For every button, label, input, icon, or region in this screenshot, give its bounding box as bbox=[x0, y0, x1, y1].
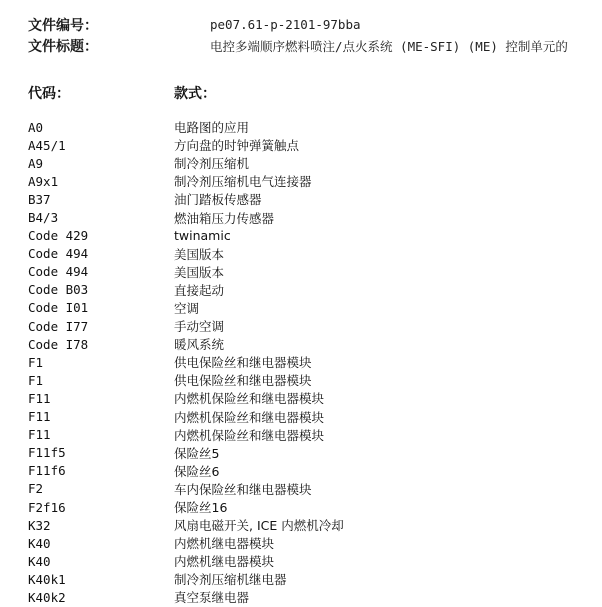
component-code: B37 bbox=[28, 191, 51, 207]
component-code: K40k2 bbox=[28, 589, 66, 605]
component-description: 直接起动 bbox=[174, 282, 225, 298]
list-item bbox=[28, 371, 602, 389]
component-description: 制冷剂压缩机 bbox=[174, 156, 250, 172]
list-item bbox=[28, 426, 602, 444]
component-description: 手动空调 bbox=[174, 319, 225, 335]
component-description: 内燃机保险丝和继电器模块 bbox=[174, 391, 325, 407]
list-item bbox=[28, 389, 602, 407]
component-description: 油门踏板传感器 bbox=[174, 192, 262, 208]
doc-number-row bbox=[28, 14, 602, 35]
list-item bbox=[28, 570, 602, 588]
component-description: 内燃机保险丝和继电器模块 bbox=[174, 409, 325, 425]
list-item bbox=[28, 480, 602, 498]
list-item bbox=[28, 136, 602, 154]
doc-number-value: pe07.61-p-2101-97bba bbox=[210, 17, 361, 32]
component-description: twinamic bbox=[174, 228, 231, 244]
component-code: Code B03 bbox=[28, 282, 89, 298]
doc-number-label: 文件编号： bbox=[28, 17, 98, 34]
component-description: 保险丝6 bbox=[174, 463, 220, 479]
component-description: 内燃机保险丝和继电器模块 bbox=[174, 427, 325, 443]
component-description: 方向盘的时钟弹簧触点 bbox=[174, 138, 300, 154]
component-code: Code I77 bbox=[28, 318, 89, 334]
component-code: F11 bbox=[28, 390, 51, 406]
component-description: 车内保险丝和继电器模块 bbox=[174, 481, 312, 497]
list-item bbox=[28, 227, 602, 245]
list-item bbox=[28, 552, 602, 570]
list-item bbox=[28, 172, 602, 190]
list-item bbox=[28, 353, 602, 371]
component-code: K32 bbox=[28, 517, 51, 533]
component-description: 保险丝5 bbox=[174, 445, 220, 461]
list-item bbox=[28, 444, 602, 462]
component-code: A9 bbox=[28, 155, 44, 171]
component-code: A0 bbox=[28, 119, 44, 135]
component-code: Code 494 bbox=[28, 246, 89, 262]
component-description: 燃油箱压力传感器 bbox=[174, 210, 275, 226]
component-description: 制冷剂压缩机电气连接器 bbox=[174, 174, 312, 190]
list-item bbox=[28, 245, 602, 263]
component-code: Code 494 bbox=[28, 264, 89, 280]
component-code: A9x1 bbox=[28, 173, 59, 189]
component-code: Code I01 bbox=[28, 300, 89, 316]
component-description: 供电保险丝和继电器模块 bbox=[174, 355, 312, 371]
list-item bbox=[28, 408, 602, 426]
list-item bbox=[28, 263, 602, 281]
list-item bbox=[28, 534, 602, 552]
component-description: 供电保险丝和继电器模块 bbox=[174, 373, 312, 389]
list-item bbox=[28, 154, 602, 172]
list-item bbox=[28, 118, 602, 136]
component-description: 美国版本 bbox=[174, 246, 225, 262]
component-code: F11 bbox=[28, 427, 51, 443]
list-item bbox=[28, 335, 602, 353]
list-item bbox=[28, 299, 602, 317]
code-column-header: 代码： bbox=[28, 86, 70, 102]
component-code: F2 bbox=[28, 481, 44, 497]
list-item bbox=[28, 317, 602, 335]
component-description: 风扇电磁开关, ICE 内燃机冷却 bbox=[174, 518, 344, 534]
component-code: F11f6 bbox=[28, 463, 66, 479]
component-description: 暖风系统 bbox=[174, 337, 225, 353]
document bbox=[28, 14, 602, 607]
list-item bbox=[28, 588, 602, 606]
component-code: K40 bbox=[28, 535, 51, 551]
component-code: Code 429 bbox=[28, 228, 89, 244]
code-list bbox=[28, 118, 602, 607]
component-code: F2f16 bbox=[28, 499, 66, 515]
list-item bbox=[28, 208, 602, 226]
component-description: 美国版本 bbox=[174, 264, 225, 280]
component-code: A45/1 bbox=[28, 137, 66, 153]
list-item bbox=[28, 462, 602, 480]
component-description: 内燃机继电器模块 bbox=[174, 536, 275, 552]
component-code: F1 bbox=[28, 354, 44, 370]
list-item bbox=[28, 190, 602, 208]
doc-title-label: 文件标题： bbox=[28, 38, 98, 55]
component-description: 真空泵继电器 bbox=[174, 590, 250, 606]
component-code: K40k1 bbox=[28, 571, 66, 587]
component-description: 保险丝16 bbox=[174, 500, 228, 516]
list-item bbox=[28, 498, 602, 516]
component-description: 内燃机继电器模块 bbox=[174, 554, 275, 570]
list-item bbox=[28, 281, 602, 299]
doc-title-row bbox=[28, 35, 602, 56]
component-code: B4/3 bbox=[28, 210, 59, 226]
column-headers bbox=[28, 82, 602, 104]
style-column-header: 款式： bbox=[174, 86, 216, 102]
component-code: F11f5 bbox=[28, 445, 66, 461]
component-code: F1 bbox=[28, 372, 44, 388]
component-code: K40 bbox=[28, 553, 51, 569]
doc-title-value: 电控多端顺序燃料喷注/点火系统 (ME-SFI) (ME) 控制单元的 bbox=[210, 38, 568, 54]
component-code: Code I78 bbox=[28, 336, 89, 352]
component-description: 制冷剂压缩机继电器 bbox=[174, 572, 287, 588]
component-description: 电路图的应用 bbox=[174, 120, 250, 136]
component-description: 空调 bbox=[174, 300, 200, 316]
component-code: F11 bbox=[28, 409, 51, 425]
list-item bbox=[28, 516, 602, 534]
